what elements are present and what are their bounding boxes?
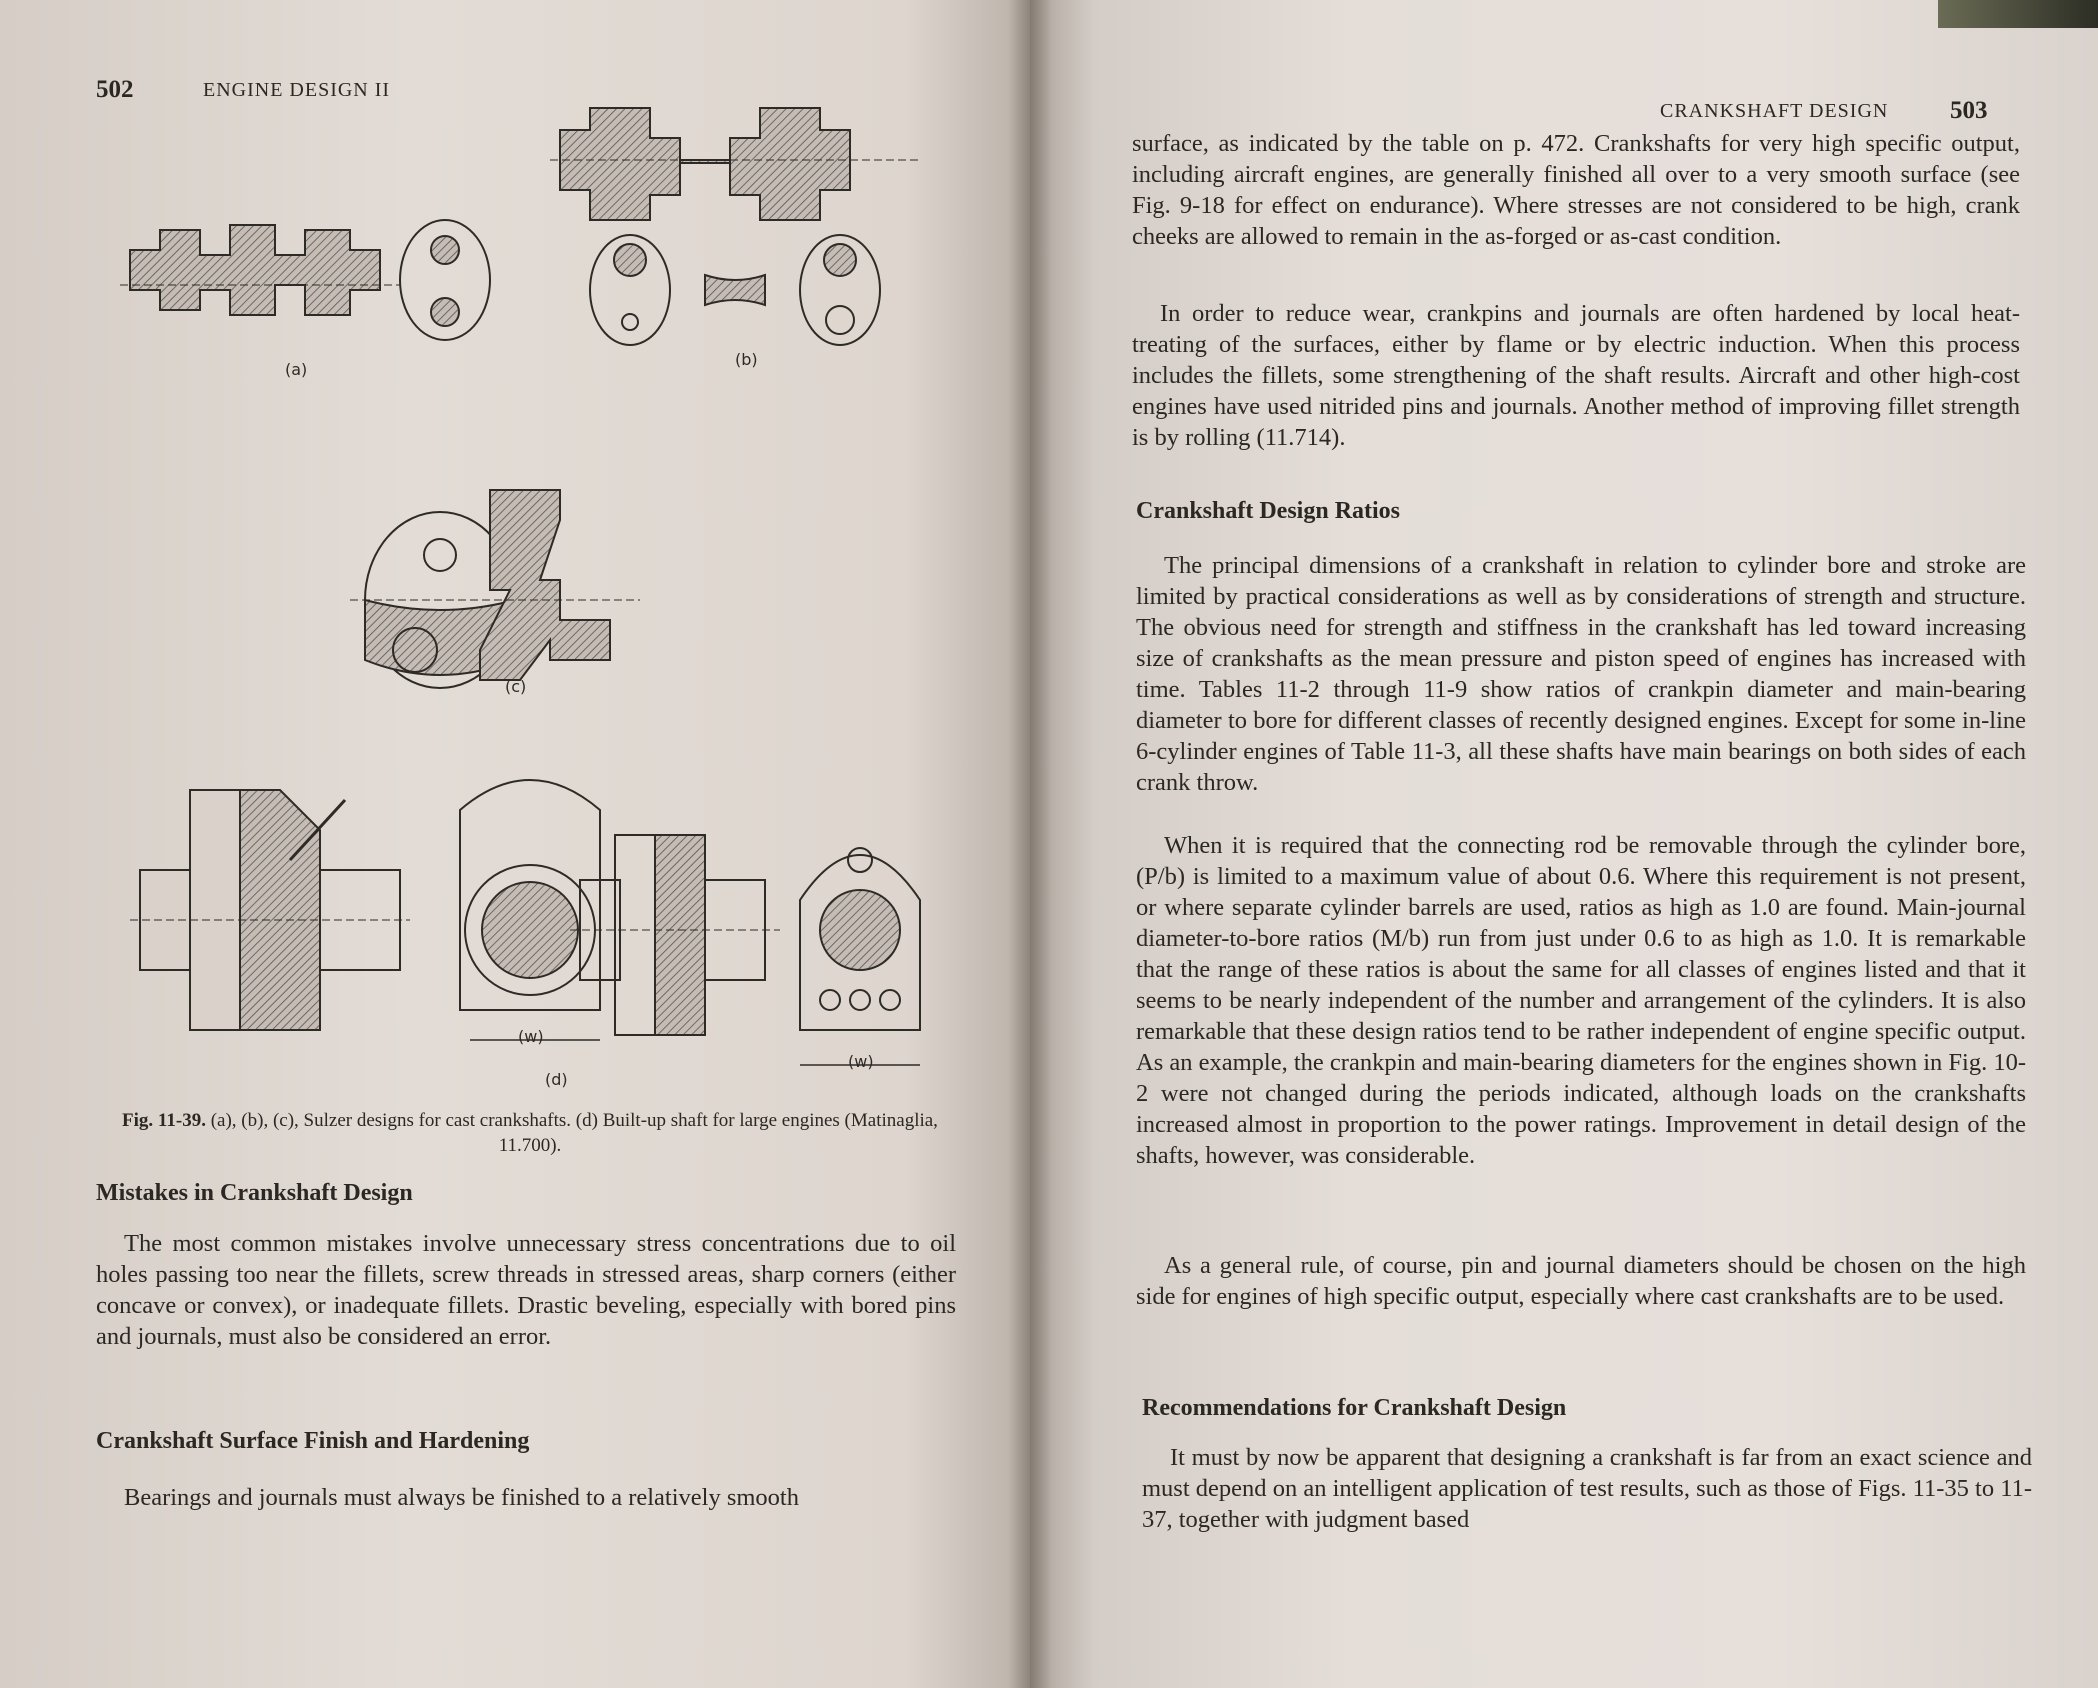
crankshaft-drawings [110, 80, 970, 1090]
figure-label-d: (d) [545, 1070, 568, 1089]
page-number-left: 502 [96, 76, 134, 103]
heading-surface-finish: Crankshaft Surface Finish and Hardening [96, 1428, 530, 1454]
crankshaft-figure [110, 80, 970, 1090]
caption-text: (a), (b), (c), Sulzer designs for cast crankshafts. (d) Built-up shaft for large engines (Matinaglia, 11.700). [210, 1110, 938, 1156]
paragraph-surface-finish-text: Bearings and journals must always be finished to a relatively smooth [124, 1484, 799, 1511]
paragraph-mistakes [96, 1228, 956, 1352]
figure-a-drawing [120, 220, 490, 340]
figure-c-drawing [350, 490, 640, 688]
paragraph-surface-continued: surface, as indicated by the table on p. 472. Crankshafts for very high specific output, including aircraft engines, are generally finished all over to a very smooth surface (see Fig. 9-18 for effect on endurance). Where stresses are not considered to be high, crank cheeks are allowed to remain in the as-forged or as-cast condition. [1132, 130, 2020, 250]
figure-d-drawing [130, 780, 600, 1040]
paragraph-hardening-text: In order to reduce wear, crankpins and journals are often hardened by local heat-treating of the surfaces, either by flame or by electric induction. When this process includes the fillets, some strengthening of the shaft results. Aircraft and other high-cost engines have used nitrided pins and journals. Another method of improving fillet strength is by rolling (11.714). [1132, 300, 2020, 451]
caption-label: Fig. 11-39. [122, 1110, 206, 1131]
figure-caption [100, 1108, 960, 1158]
paragraph-ratios-2 [1136, 830, 2026, 1171]
paragraph-recommendations [1142, 1442, 2032, 1535]
page-number-right: 503 [1950, 97, 1988, 124]
paragraph-ratios-1-text: The principal dimensions of a crankshaft in relation to cylinder bore and stroke are limited by practical considerations as well as by considerations of strength and structure. The obvious need for strength and stiffness in the crankshaft has led toward increasing size of crankshafts as the mean pressure and piston speed of engines has increased with time. Tables 11-2 through 11-9 show ratios of crankpin diameter and main-bearing diameter to bore for different classes of recently designed engines. Except for some in-line 6-cylinder engines of Table 11-3, all these shafts have main bearings on both sides of each crank throw. [1136, 552, 2026, 796]
figure-label-c: (c) [505, 677, 527, 696]
paragraph-surface-finish [96, 1482, 956, 1513]
paragraph-mistakes-text: The most common mistakes involve unnecessary stress concentrations due to oil holes passing too near the fillets, screw threads in stressed areas, sharp corners (either concave or convex), or inadequate fillets. Drastic beveling, especially with bored pins and journals, must also be considered an error. [96, 1230, 956, 1350]
paragraph-ratios-3 [1136, 1250, 2026, 1312]
paragraph-recommendations-text: It must by now be apparent that designing a crankshaft is far from an exact science and must depend on an intelligent application of test results, such as those of Figs. 11-35 to 11-37, together with judgment based [1142, 1444, 2032, 1533]
right-page [1030, 0, 2098, 1688]
paragraph-ratios-2-text: When it is required that the connecting rod be removable through the cylinder bore, (P/b) is limited to a maximum value of about 0.6. Where this requirement is not present, or where separate cylinder barrels are used, ratios as high as 1.0 are found. Main-journal diameter-to-bore ratios (M/b) run from just under 0.6 to as high as 1.0. It is remarkable that the range of these ratios is about the same for all classes of engines listed and that it seems to be nearly independent of the number and arrangement of the cylinders. It is also remarkable that these design ratios tend to be rather independent of engine specific output. As an example, the crankpin and main-bearing diameters for the engines shown in Fig. 10-2 were not changed during the periods indicated, although loads on the crankshafts increased almost in proportion to the power ratings. Improvement in detail design of the shafts, however, was considerable. [1136, 832, 2026, 1169]
dimension-label-w-1: (w) [518, 1027, 544, 1046]
heading-mistakes: Mistakes in Crankshaft Design [96, 1180, 413, 1206]
heading-recommendations: Recommendations for Crankshaft Design [1142, 1395, 1567, 1421]
paragraph-ratios-1 [1136, 550, 2026, 798]
paragraph-hardening [1132, 298, 2020, 453]
book-gutter [1008, 0, 1052, 1688]
dimension-label-w-2: (w) [848, 1052, 874, 1071]
figure-d-right-drawing [570, 835, 920, 1065]
left-page [0, 0, 1030, 1688]
figure-label-b: (b) [735, 350, 758, 369]
heading-design-ratios: Crankshaft Design Ratios [1136, 498, 1401, 524]
background-corner [1938, 0, 2098, 28]
figure-b-drawing [550, 108, 920, 345]
running-head-left: ENGINE DESIGN II [203, 79, 391, 101]
figure-label-a: (a) [285, 360, 308, 379]
paragraph-ratios-3-text: As a general rule, of course, pin and journal diameters should be chosen on the high side for engines of high specific output, especially where cast crankshafts are to be used. [1136, 1252, 2026, 1310]
running-head-right: CRANKSHAFT DESIGN [1660, 100, 1889, 122]
